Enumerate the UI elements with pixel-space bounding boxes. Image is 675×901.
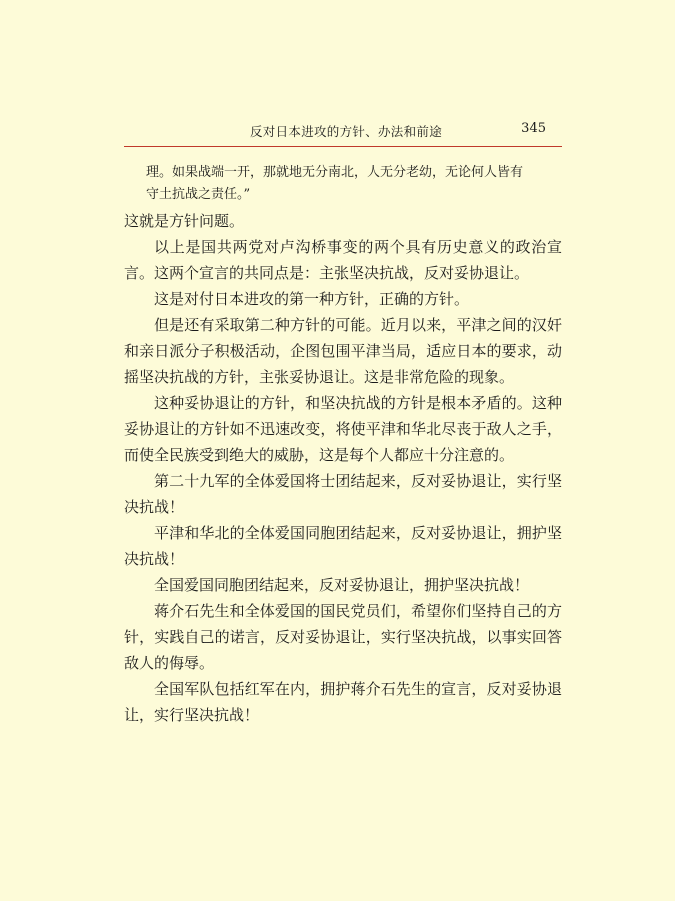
paragraph: 这是对付日本进攻的第一种方针，正确的方针。	[154, 290, 470, 308]
page-number: 345	[521, 121, 546, 136]
page-header	[124, 120, 562, 147]
quote-line: 守土抗战之责任。”	[146, 187, 251, 202]
body-text	[124, 208, 562, 728]
quote-line: 理。如果战端一开，那就地无分南北，人无分老幼，无论何人皆有	[146, 165, 524, 180]
paragraph: 但是还有采取第二种方针的可能。近月以来，平津之间的汉奸和亲日派分子积极活动，企图包围平津当局，适应日本的要求，动摇坚决抗战的方针，主张妥协退让。这是非常危险的现象。	[124, 316, 562, 386]
paragraph: 这种妥协退让的方针，和坚决抗战的方针是根本矛盾的。这种妥协退让的方针如不迅速改变，将使平津和华北尽丧于敌人之手，而使全民族受到绝大的威胁，这是每个人都应十分注意的。	[124, 394, 562, 464]
block-quote	[146, 162, 562, 206]
paragraph: 全国军队包括红军在内，拥护蒋介石先生的宣言，反对妥协退让，实行坚决抗战！	[124, 680, 562, 724]
paragraph: 这就是方针问题。	[124, 212, 245, 230]
paragraph: 以上是国共两党对卢沟桥事变的两个具有历史意义的政治宣言。这两个宣言的共同点是：主张坚决抗战，反对妥协退让。	[124, 238, 562, 282]
paragraph: 第二十九军的全体爱国将士团结起来，反对妥协退让，实行坚决抗战！	[124, 472, 562, 516]
running-title: 反对日本进攻的方针、办法和前途	[250, 124, 443, 139]
paragraph: 全国爱国同胞团结起来，反对妥协退让，拥护坚决抗战！	[154, 576, 530, 594]
paragraph: 蒋介石先生和全体爱国的国民党员们，希望你们坚持自己的方针，实践自己的诺言，反对妥协退让，实行坚决抗战，以事实回答敌人的侮辱。	[124, 602, 562, 672]
paragraph: 平津和华北的全体爱国同胞团结起来，反对妥协退让，拥护坚决抗战！	[124, 524, 562, 568]
